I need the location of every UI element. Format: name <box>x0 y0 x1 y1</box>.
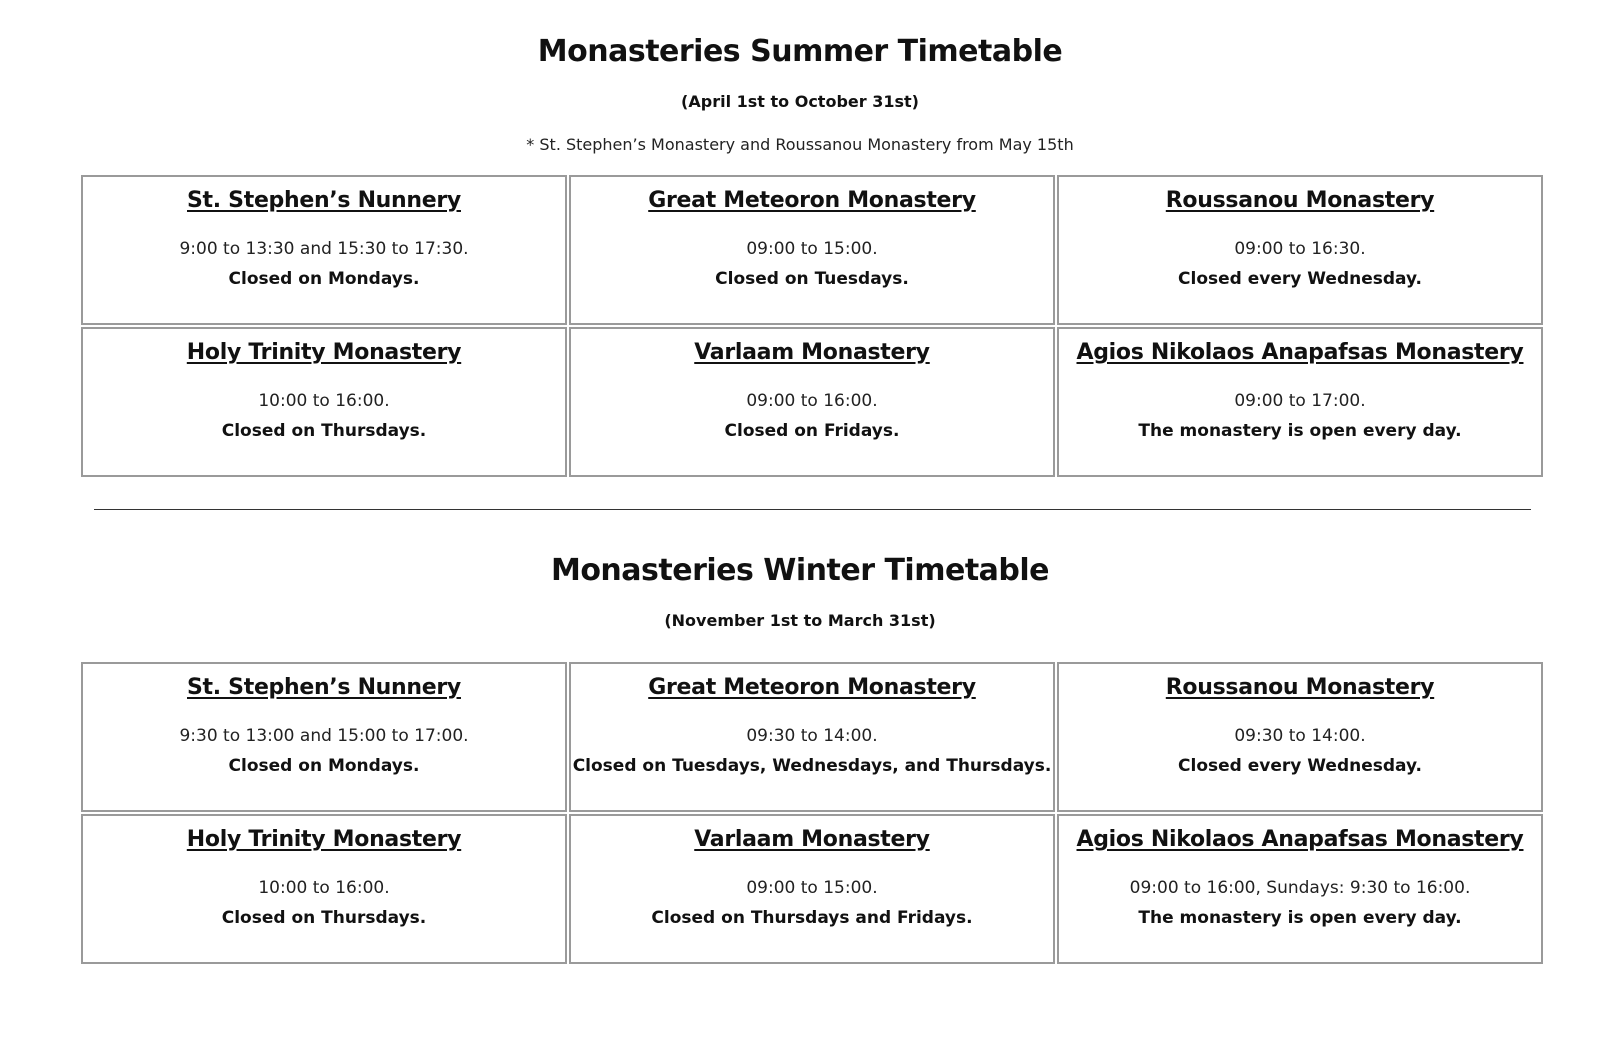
summer-cell-agios-nikolaos <box>1057 327 1543 477</box>
summer-cell-st-stephens <box>81 175 567 325</box>
summer-great-meteoron-link[interactable]: Great Meteoron Monastery <box>648 188 976 213</box>
winter-agios-nikolaos-link[interactable]: Agios Nikolaos Anapafsas Monastery <box>1076 827 1524 852</box>
winter-cell-holy-trinity <box>81 814 567 964</box>
winter-cell-great-meteoron <box>569 662 1055 812</box>
winter-holy-trinity-closed: Closed on Thursdays. <box>221 908 427 928</box>
summer-cell-roussanou <box>1057 175 1543 325</box>
winter-cell-agios-nikolaos <box>1057 814 1543 964</box>
winter-period: (November 1st to March 31st) <box>664 611 936 630</box>
winter-holy-trinity-hours: 10:00 to 16:00. <box>258 878 390 898</box>
summer-varlaam-link[interactable]: Varlaam Monastery <box>694 340 930 365</box>
summer-agios-nikolaos-hours: 09:00 to 17:00. <box>1234 391 1366 411</box>
summer-great-meteoron-hours: 09:00 to 15:00. <box>746 239 878 259</box>
winter-varlaam-link[interactable]: Varlaam Monastery <box>694 827 930 852</box>
winter-great-meteoron-link[interactable]: Great Meteoron Monastery <box>648 675 976 700</box>
summer-great-meteoron-closed: Closed on Tuesdays. <box>715 269 909 289</box>
summer-roussanou-closed: Closed every Wednesday. <box>1178 269 1422 289</box>
summer-holy-trinity-link[interactable]: Holy Trinity Monastery <box>186 340 462 365</box>
winter-cell-varlaam <box>569 814 1055 964</box>
winter-roussanou-closed: Closed every Wednesday. <box>1178 756 1422 776</box>
summer-roussanou-hours: 09:00 to 16:30. <box>1234 239 1366 259</box>
winter-great-meteoron-closed: Closed on Tuesdays, Wednesdays, and Thursdays. <box>572 756 1052 776</box>
winter-title: Monasteries Winter Timetable <box>550 553 1050 588</box>
summer-roussanou-link[interactable]: Roussanou Monastery <box>1165 188 1435 213</box>
winter-st-stephens-link[interactable]: St. Stephen’s Nunnery <box>187 675 461 700</box>
summer-title: Monasteries Summer Timetable <box>537 34 1063 69</box>
summer-timetable-section <box>0 0 1600 477</box>
summer-cell-great-meteoron <box>569 175 1055 325</box>
summer-agios-nikolaos-link[interactable]: Agios Nikolaos Anapafsas Monastery <box>1076 340 1524 365</box>
winter-varlaam-hours: 09:00 to 15:00. <box>746 878 878 898</box>
winter-roussanou-link[interactable]: Roussanou Monastery <box>1165 675 1435 700</box>
summer-agios-nikolaos-closed: The monastery is open every day. <box>1138 421 1462 441</box>
winter-cell-roussanou <box>1057 662 1543 812</box>
summer-grid <box>81 175 1543 477</box>
summer-period: (April 1st to October 31st) <box>681 92 919 111</box>
summer-st-stephens-closed: Closed on Mondays. <box>228 269 420 289</box>
winter-st-stephens-hours: 9:30 to 13:00 and 15:00 to 17:00. <box>179 726 469 746</box>
winter-varlaam-closed: Closed on Thursdays and Fridays. <box>651 908 973 928</box>
summer-note: * St. Stephen’s Monastery and Roussanou Monastery from May 15th <box>526 135 1074 154</box>
winter-grid <box>81 662 1543 964</box>
summer-holy-trinity-hours: 10:00 to 16:00. <box>258 391 390 411</box>
winter-agios-nikolaos-hours: 09:00 to 16:00, Sundays: 9:30 to 16:00. <box>1129 878 1471 898</box>
winter-holy-trinity-link[interactable]: Holy Trinity Monastery <box>186 827 462 852</box>
winter-roussanou-hours: 09:30 to 14:00. <box>1234 726 1366 746</box>
winter-agios-nikolaos-closed: The monastery is open every day. <box>1138 908 1462 928</box>
summer-holy-trinity-closed: Closed on Thursdays. <box>221 421 427 441</box>
summer-st-stephens-link[interactable]: St. Stephen’s Nunnery <box>187 188 461 213</box>
summer-cell-varlaam <box>569 327 1055 477</box>
summer-cell-holy-trinity <box>81 327 567 477</box>
winter-cell-st-stephens <box>81 662 567 812</box>
summer-varlaam-closed: Closed on Fridays. <box>724 421 900 441</box>
summer-st-stephens-hours: 9:00 to 13:30 and 15:30 to 17:30. <box>179 239 469 259</box>
winter-great-meteoron-hours: 09:30 to 14:00. <box>746 726 878 746</box>
winter-st-stephens-closed: Closed on Mondays. <box>228 756 420 776</box>
summer-varlaam-hours: 09:00 to 16:00. <box>746 391 878 411</box>
winter-timetable-section <box>0 553 1600 964</box>
